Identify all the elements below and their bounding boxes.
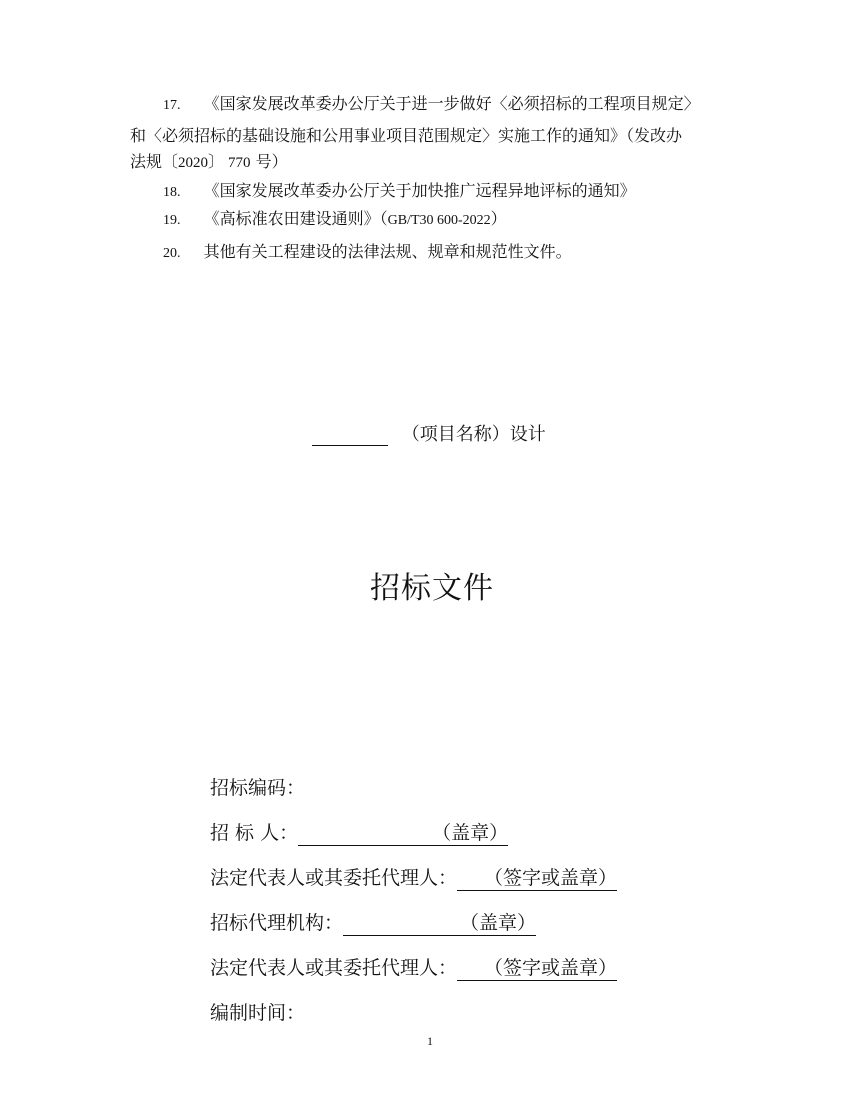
tenderer-seal-text: （盖章） — [432, 822, 509, 844]
reference-number: 19. — [163, 213, 181, 228]
reference-item-18 — [163, 181, 636, 203]
legal-rep2-sign-text: （签字或盖章） — [484, 957, 618, 979]
reference-number: 18. — [163, 185, 181, 200]
document-title: 招标文件 — [370, 571, 494, 606]
prepared-date-field — [210, 1001, 305, 1025]
tender-code-label: 招标编码： — [210, 777, 306, 799]
tender-code-field — [210, 776, 305, 800]
project-name-line — [312, 420, 546, 446]
legal-rep-field — [210, 866, 617, 891]
reference-item-17-line3: 法规〔2020〕 770 号） — [130, 152, 288, 171]
project-name-blank — [312, 425, 388, 446]
legal-rep2-field — [210, 956, 617, 981]
agency-seal-line — [343, 911, 536, 936]
reference-item-19: 19. 《高标准农田建设通则》（GB/T30 600-2022） — [163, 209, 507, 228]
reference-number: 20. — [163, 246, 181, 261]
project-name-label: （项目名称）设计 — [401, 424, 546, 445]
page-number: 1 — [427, 1034, 433, 1048]
reference-item-17 — [163, 94, 700, 116]
legal-rep-label: 法定代表人或其委托代理人： — [210, 867, 458, 889]
reference-number: 17. — [163, 98, 181, 113]
agency-field — [210, 911, 536, 936]
prepared-date-label: 编制时间： — [210, 1002, 306, 1024]
tenderer-seal-line — [298, 821, 508, 846]
reference-text: 《国家发展改革委办公厅关于进一步做好〈必须招标的工程项目规定〉 — [203, 94, 700, 113]
tenderer-label: 招 标 人： — [210, 822, 299, 844]
legal-rep-sign-line — [457, 866, 617, 891]
legal-rep-sign-text: （签字或盖章） — [484, 867, 618, 889]
legal-rep2-sign-line — [457, 956, 617, 981]
reference-text: 《国家发展改革委办公厅关于加快推广远程异地评标的通知》 — [203, 181, 636, 200]
reference-text: 其他有关工程建设的法律法规、规章和规范性文件。 — [203, 242, 572, 261]
reference-item-20 — [163, 242, 572, 264]
tenderer-field — [210, 821, 508, 846]
agency-seal-text: （盖章） — [460, 912, 537, 934]
agency-label: 招标代理机构： — [210, 912, 344, 934]
legal-rep2-label: 法定代表人或其委托代理人： — [210, 957, 458, 979]
reference-item-17-line2: 和〈必须招标的基础设施和公用事业项目范围规定〉实施工作的通知》（发改办 — [130, 126, 683, 145]
